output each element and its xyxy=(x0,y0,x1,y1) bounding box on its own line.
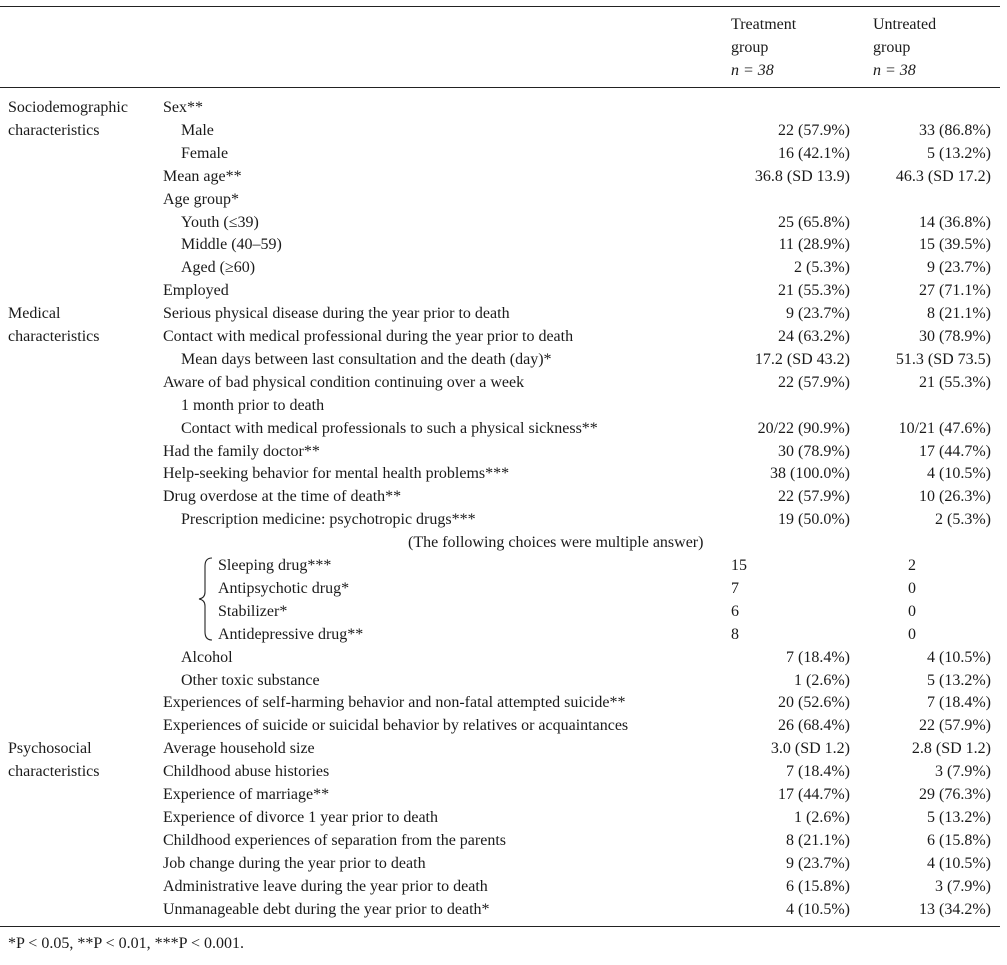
table-row xyxy=(0,394,1000,417)
bottom-rule xyxy=(0,926,1000,927)
treatment-value: 22 (57.9%) xyxy=(778,373,850,391)
table-row xyxy=(0,669,1000,692)
table-row xyxy=(0,119,1000,142)
row-label: Had the family doctor** xyxy=(163,442,320,460)
untreated-value: 4 (10.5%) xyxy=(927,465,991,483)
top-rule xyxy=(0,6,1000,7)
untreated-value: 46.3 (SD 17.2) xyxy=(895,167,991,185)
treatment-value: 3.0 (SD 1.2) xyxy=(770,740,850,758)
header-treatment-line2: group xyxy=(731,39,769,56)
treatment-value: 17.2 (SD 43.2) xyxy=(754,350,850,368)
header-untreated-line2: group xyxy=(873,39,911,56)
row-label: Childhood abuse histories xyxy=(163,763,330,781)
table-row xyxy=(0,531,1000,554)
treatment-value: 16 (42.1%) xyxy=(778,144,850,162)
treatment-value: 4 (10.5%) xyxy=(786,900,850,918)
untreated-value: 27 (71.1%) xyxy=(919,282,991,300)
untreated-value: 2.8 (SD 1.2) xyxy=(911,740,991,758)
row-label: Unmanageable debt during the year prior to death* xyxy=(163,900,490,918)
table-row xyxy=(0,577,1000,600)
row-label: Employed xyxy=(163,282,229,300)
table-row xyxy=(0,371,1000,394)
table-row xyxy=(0,600,1000,623)
table-row xyxy=(0,165,1000,188)
untreated-value: 0 xyxy=(908,579,916,597)
header-rule xyxy=(0,87,1000,88)
untreated-value: 15 (39.5%) xyxy=(919,236,991,254)
row-label: Antidepressive drug** xyxy=(218,625,364,643)
row-label: Experiences of suicide or suicidal behavior by relatives or acquaintances xyxy=(163,717,629,735)
treatment-value: 7 (18.4%) xyxy=(786,763,850,781)
untreated-value: 5 (13.2%) xyxy=(927,671,991,689)
table-row xyxy=(0,462,1000,485)
row-label: Youth (≤39) xyxy=(181,213,259,231)
row-label: Mean age** xyxy=(163,167,242,185)
category-sociodemographic-2: characteristics xyxy=(8,122,100,139)
untreated-value: 4 (10.5%) xyxy=(927,648,991,666)
category-psychosocial-2: characteristics xyxy=(8,763,100,780)
row-label: Contact with medical professionals to such a physical sickness** xyxy=(181,419,598,437)
untreated-value: 0 xyxy=(908,602,916,620)
untreated-value: 9 (23.7%) xyxy=(927,259,991,277)
treatment-value: 22 (57.9%) xyxy=(778,488,850,506)
row-label: Other toxic substance xyxy=(181,671,320,689)
treatment-value: 36.8 (SD 13.9) xyxy=(754,167,850,185)
row-label: Aged (≥60) xyxy=(181,259,256,277)
table-row xyxy=(0,142,1000,165)
row-label: Contact with medical professional during the year prior to death xyxy=(163,328,574,345)
treatment-value: 7 xyxy=(731,579,739,597)
treatment-value: 9 (23.7%) xyxy=(786,854,850,872)
treatment-value: 19 (50.0%) xyxy=(778,511,850,529)
treatment-value: 6 (15.8%) xyxy=(786,877,850,895)
untreated-value: 0 xyxy=(908,625,916,643)
multiple-answer-brace xyxy=(196,556,216,642)
treatment-value: 22 (57.9%) xyxy=(778,121,850,139)
table-row xyxy=(0,256,1000,279)
row-label: Job change during the year prior to death xyxy=(163,854,426,872)
untreated-value: 30 (78.9%) xyxy=(919,328,991,345)
row-label: Childhood experiences of separation from the parents xyxy=(163,831,506,849)
table-row xyxy=(0,325,1000,348)
treatment-value: 20 (52.6%) xyxy=(778,694,850,712)
row-label: Antipsychotic drug* xyxy=(218,579,350,597)
treatment-value: 1 (2.6%) xyxy=(794,808,850,826)
table-row xyxy=(0,760,1000,783)
untreated-value: 14 (36.8%) xyxy=(919,213,991,231)
treatment-value: 38 (100.0%) xyxy=(770,465,850,483)
row-label: Sex** xyxy=(163,99,203,116)
untreated-value: 22 (57.9%) xyxy=(919,717,991,735)
category-sociodemographic-1: Sociodemographic xyxy=(8,99,128,116)
treatment-value: 25 (65.8%) xyxy=(778,213,850,231)
table-row xyxy=(0,485,1000,508)
untreated-value: 13 (34.2%) xyxy=(919,900,991,918)
table-row xyxy=(0,279,1000,302)
untreated-value: 3 (7.9%) xyxy=(935,763,991,781)
treatment-value: 24 (63.2%) xyxy=(778,328,850,345)
table-row xyxy=(0,875,1000,898)
row-label: Serious physical disease during the year prior to death xyxy=(163,305,510,323)
table-row xyxy=(0,96,1000,119)
header-untreated-line1: Untreated xyxy=(873,16,937,33)
footnote: *P < 0.05, **P < 0.01, ***P < 0.001. xyxy=(8,935,244,952)
untreated-value: 29 (76.3%) xyxy=(919,786,991,803)
table-row xyxy=(0,737,1000,760)
treatment-value: 20/22 (90.9%) xyxy=(757,419,850,437)
table-row xyxy=(0,211,1000,234)
treatment-value: 7 (18.4%) xyxy=(786,648,850,666)
row-label: Experience of divorce 1 year prior to death xyxy=(163,808,438,826)
untreated-value: 6 (15.8%) xyxy=(927,831,991,849)
header-treatment-line1: Treatment xyxy=(731,16,797,33)
table-row xyxy=(0,691,1000,714)
table-row xyxy=(0,623,1000,646)
row-label: Average household size xyxy=(163,740,315,758)
table-row xyxy=(0,714,1000,737)
untreated-value: 3 (7.9%) xyxy=(935,877,991,895)
treatment-value: 9 (23.7%) xyxy=(786,305,850,323)
table-row xyxy=(0,348,1000,371)
row-label: Female xyxy=(181,144,229,162)
table-row xyxy=(0,806,1000,829)
treatment-value: 26 (68.4%) xyxy=(778,717,850,735)
untreated-value: 5 (13.2%) xyxy=(927,808,991,826)
category-medical-2: characteristics xyxy=(8,328,100,345)
header-untreated-n: n = 38 xyxy=(873,62,916,79)
untreated-value: 4 (10.5%) xyxy=(927,854,991,872)
row-label: Aware of bad physical condition continuing over a week xyxy=(163,373,525,391)
treatment-value: 17 (44.7%) xyxy=(778,786,850,803)
table-row xyxy=(0,417,1000,440)
treatment-value: 15 xyxy=(731,557,747,574)
untreated-value: 5 (13.2%) xyxy=(927,144,991,162)
category-psychosocial-1: Psychosocial xyxy=(8,740,92,757)
treatment-value: 2 (5.3%) xyxy=(794,259,850,277)
row-label: Help-seeking behavior for mental health problems*** xyxy=(163,465,510,483)
table-row xyxy=(0,188,1000,211)
row-label: Administrative leave during the year prior to death xyxy=(163,877,488,895)
treatment-value: 30 (78.9%) xyxy=(778,442,850,460)
untreated-value: 33 (86.8%) xyxy=(919,121,991,139)
untreated-value: 8 (21.1%) xyxy=(927,305,991,323)
table-row xyxy=(0,440,1000,463)
row-label: (The following choices were multiple answer) xyxy=(408,534,704,552)
table-row xyxy=(0,554,1000,577)
table-row xyxy=(0,302,1000,325)
table-row xyxy=(0,783,1000,806)
header-treatment-n: n = 38 xyxy=(731,62,774,79)
row-label: Mean days between last consultation and the death (day)* xyxy=(181,350,552,368)
treatment-value: 21 (55.3%) xyxy=(778,282,850,300)
untreated-value: 2 xyxy=(908,557,916,574)
row-label: Experience of marriage** xyxy=(163,786,330,803)
row-label: Age group* xyxy=(163,190,239,208)
row-label: Male xyxy=(181,121,214,139)
treatment-value: 11 (28.9%) xyxy=(778,236,850,254)
row-label: Sleeping drug*** xyxy=(218,557,332,574)
table-row xyxy=(0,646,1000,669)
table-row xyxy=(0,898,1000,921)
untreated-value: 51.3 (SD 73.5) xyxy=(895,350,991,368)
untreated-value: 7 (18.4%) xyxy=(927,694,991,712)
row-label: Middle (40–59) xyxy=(181,236,282,254)
row-label: Drug overdose at the time of death** xyxy=(163,488,402,506)
table-row xyxy=(0,508,1000,531)
treatment-value: 8 xyxy=(731,625,739,643)
row-label: Prescription medicine: psychotropic drugs*** xyxy=(181,511,476,529)
treatment-value: 8 (21.1%) xyxy=(786,831,850,849)
row-label: Stabilizer* xyxy=(218,602,288,620)
treatment-value: 1 (2.6%) xyxy=(794,671,850,689)
untreated-value: 10/21 (47.6%) xyxy=(898,419,991,437)
treatment-value: 6 xyxy=(731,602,739,620)
untreated-value: 17 (44.7%) xyxy=(919,442,991,460)
untreated-value: 21 (55.3%) xyxy=(919,373,991,391)
category-medical-1: Medical xyxy=(8,305,61,322)
row-label: Alcohol xyxy=(181,648,233,666)
row-label: Experiences of self-harming behavior and non-fatal attempted suicide** xyxy=(163,694,626,712)
table-row xyxy=(0,829,1000,852)
untreated-value: 2 (5.3%) xyxy=(935,511,991,529)
untreated-value: 10 (26.3%) xyxy=(919,488,991,506)
row-label: 1 month prior to death xyxy=(181,396,325,414)
table-row xyxy=(0,233,1000,256)
table-row xyxy=(0,852,1000,875)
